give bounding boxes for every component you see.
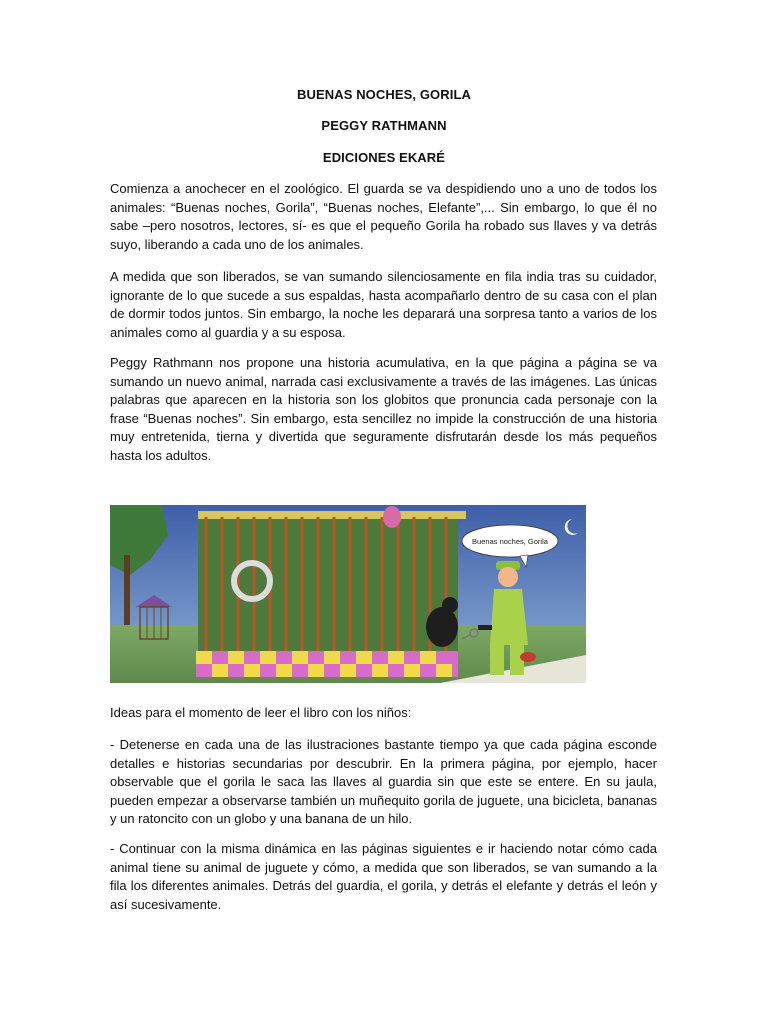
paragraph-1: Comienza a anochecer en el zoológico. El guarda se va despidiendo uno a uno de todos los animales: “Buenas noches, Gorila”, “Buenas noches, Elefante”,... Sin embargo, lo que él no sabe –pero nosotros, lectores, sí- es que el pequeño Gorila ha robado sus llaves y va detrás suyo, liberando a cada uno de los animales. xyxy=(110,181,657,252)
paragraph-3: Peggy Rathmann nos propone una historia acumulativa, en la que página a página se va sumando un nuevo animal, narrada casi exclusivamente a través de las imágenes. Las únicas palabras que aparecen en la historia son los globitos que pronuncia cada personaje con la frase “Buenas noches”. Sin embargo, esta sencillez no impide la construcción de una historia muy entretenida, tierna y divertida que seguramente disfrutarán desde los más pequeños hasta los adultos. xyxy=(110,355,657,463)
zoo-scene-illustration xyxy=(110,505,586,683)
speech-bubble-text: Buenas noches, Gorila xyxy=(472,537,548,546)
idea-item-2: - Continuar con la misma dinámica en las páginas siguientes e ir haciendo notar cómo cada animal tiene su animal de juguete y cómo, a medida que son liberados, se van sumando a la fila los diferentes animales. Detrás del guardia, el gorila, y detrás el elefante y detrás el león y así sucesivamente. xyxy=(110,841,657,912)
tree-trunk xyxy=(124,555,130,635)
balloon xyxy=(383,506,401,528)
ideas-heading: Ideas para el momento de leer el libro con los niños: xyxy=(110,705,412,720)
paragraph-2: A medida que son liberados, se van sumando silenciosamente en fila india tras su cuidador, ignorante de lo que sucede a sus espaldas, hasta acompañarlo dentro de su casa con el plan de dormir todos juntos. Sin embargo, la noche les deparará una sorpresa tanto a varios de los animales como al guardia y a su esposa. xyxy=(110,269,657,340)
cage-base xyxy=(196,651,458,677)
book-title: BUENAS NOCHES, GORILA xyxy=(296,87,471,102)
gorilla xyxy=(426,607,458,647)
book-illustration xyxy=(110,505,586,683)
book-publisher: EDICIONES EKARÉ xyxy=(322,150,446,165)
book-author: PEGGY RATHMANN xyxy=(321,118,447,133)
idea-item-1: - Detenerse en cada una de las ilustraciones bastante tiempo ya que cada página esconde detalles e historias secundarias por descubrir. En la primera página, por ejemplo, hacer observable que el gorila le saca las llaves al guardia sin que este se entere. En su jaula, pueden empezar a observarse también un muñequito gorila de juguete, una bicicleta, bananas y un ratoncito con un globo y una banana de un hilo. xyxy=(110,737,657,827)
